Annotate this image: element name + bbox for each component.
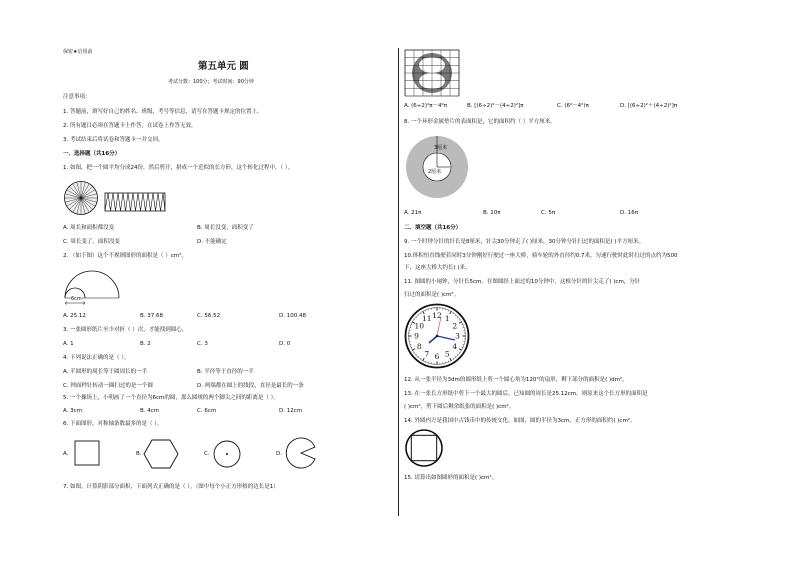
question-text: 4. 下列说法正确的是（ ）。 [63,355,130,361]
clock-number: 6 [434,352,440,362]
question-text: 14. 外圆内方是我国中古钱币中的传统文化。如图，圆的半径为3cm，正方形的面积约( )cm²。 [404,418,636,424]
option-b[interactable]: B. 半径等于直径的一半 [197,369,254,375]
note-item: 3. 考试结束后将试卷和答题卡一并交回。 [63,137,164,143]
question-text: 9. 一个时钟分针的针长是8厘米，针尖30分钟走了( )厘米，30分钟分针扫过的面积是( )平方厘米。 [404,239,645,245]
notes-heading: 注意事项： [63,94,91,100]
question-text: 下，这座大桥大约长( )米。 [404,265,471,271]
clock-number: 12 [432,311,442,321]
circle-sectors-figure [63,180,99,216]
option-c[interactable]: C. 6cm [197,408,217,414]
clock-number: 7 [424,349,430,359]
question-text: 1. 如图，把一个圆平均分成24份，然后剪开，拼成一个近似的长方形，这个转化过程中，（ ）。 [63,165,294,171]
inner-radius-label: 2厘米 [428,169,442,175]
question-text: 15. 请算出如图圆形的面积是( )cm²。 [404,475,498,481]
zigzag-rectangle-figure [104,192,166,212]
option-a[interactable]: A. 1 [63,341,74,347]
option-b[interactable]: B. 4cm [140,408,160,414]
clock-figure [404,303,470,369]
clock-number: 3 [455,331,460,341]
option-b[interactable]: B. 2 [140,341,151,347]
option-b[interactable]: B. [(6÷2)²－(4÷2)²]π [467,103,524,109]
clock-number: 5 [444,349,450,359]
square-shape[interactable] [73,439,101,467]
option-b[interactable]: B. 周长没变，面积变了 [197,225,254,231]
question-text: 7. 如图，计算阴影部分面积，下面列式正确的是（ ）。（图中每个小正方形格的边长是1） [63,484,279,490]
option-c[interactable]: C. 3 [197,341,208,347]
circle-square-figure [404,428,444,468]
clock-number: 1 [444,313,450,323]
grid-ring-figure [404,49,460,97]
secret-mark: 保密★启用前 [63,49,93,55]
ring-washer-figure [404,134,470,200]
option-c[interactable]: C. [204,451,210,457]
note-item: 2. 所有题目必须在答题卡上作答，在试卷上作答无效。 [63,123,197,129]
dimension-label: 6cm [71,296,82,302]
option-c[interactable]: C. 56.52 [197,313,221,319]
option-c[interactable]: C. 5π [541,210,556,216]
question-text: 8. 一个环形金属垫片的表面积是，它的面积约（ ）平方厘米。 [404,119,556,125]
option-a[interactable]: A. 3cm [63,408,83,414]
note-item: 1. 答题前，填写好自己的姓名、班级、考号等信息，请写在答题卡规定的位置上。 [63,109,263,115]
option-b[interactable]: B. [136,451,142,457]
option-d[interactable]: D. 0 [279,341,291,347]
option-d[interactable]: D. 16π [620,210,639,216]
exam-info: 考试分数：100分；考试时间：90分钟 [168,79,254,85]
option-a[interactable]: A. 周长和面积都没变 [63,225,115,231]
question-text: 3. 一张圆形纸片至少对折（ ）次，才能找到圆心。 [63,327,188,333]
clock-number: 11 [421,313,432,323]
outer-radius-label: 3厘米 [434,145,448,151]
page-title: 第五单元 圆 [198,61,249,72]
option-c[interactable]: C. (6²－4²)π [557,103,589,109]
section-heading: 二、填空题（共16分） [404,225,462,231]
question-text: 5. 一个操场上，小明画了一个直径为6cm的圆，那么圆规的两个脚尖之间的距离是（ ）。 [63,395,279,401]
clock-number: 2 [452,321,458,331]
option-d[interactable]: D. [(6÷2)²＋(4÷2)²]π [620,103,678,109]
option-d[interactable]: D. 两端都在圆上的线段，直径是最长的一条 [197,383,304,389]
hexagon-shape[interactable] [143,438,179,470]
option-a[interactable]: A. 25.12 [63,313,86,319]
question-text: 6. 下面图形，对称轴条数最多的是（ ）。 [63,421,163,427]
clock-number: 8 [416,341,422,351]
option-d[interactable]: D. 不能确定 [197,239,227,245]
question-text: 11. 图圆的小闹钟，分针长5cm。在图圆经上面过的10分钟中，这根分针的针尖走了( )cm，分针 [404,279,641,285]
option-c[interactable]: C. 周长变了，面积没变 [63,239,120,245]
option-a[interactable]: A. [63,451,69,457]
semicircle-figure [63,263,127,309]
clock-number: 4 [452,341,458,351]
option-b[interactable]: B. 37.68 [140,313,164,319]
question-text: 13. 在一张长方形纸中剪下一个最大的圆后，已知圆的周长是25.12cm，则原来这个长方形的面积是 [404,391,648,397]
option-d[interactable]: D. 100.48 [279,313,306,319]
clock-number: 9 [414,331,419,341]
section-heading: 一、选择题（共16分） [63,151,121,157]
option-a[interactable]: A. 21π [404,210,422,216]
circle-with-center-shape[interactable] [212,439,242,469]
question-text: 10.体积恒直线驶若同时3分钟刚好行驶过一座大桥，骑车轮的外直径约0.7米，匀速行驶时此时扫过的点约为500 [404,253,678,259]
question-text: ( )cm²，剪下圆后剩余纸张的面积是( )cm²。 [404,404,515,410]
option-a[interactable]: A. (6÷2)²π－4²π [404,103,448,109]
option-d[interactable]: D. [276,451,282,457]
option-b[interactable]: B. 10π [483,210,501,216]
question-text: 扫过的面积是( )cm²。 [404,292,460,298]
column-divider [398,48,399,516]
clock-number: 10 [414,321,425,331]
option-a[interactable]: A. 半圆形的周长等于圆周长的一半 [63,369,148,375]
circle-sector-cut-shape[interactable] [284,436,318,470]
option-d[interactable]: D. 12cm [279,408,303,414]
question-text: 12. 从一张半径为3dm的圆形纸上剪一个圆心角为120°的扇形，剩下部分的面积是( )dm²。 [404,377,628,383]
option-c[interactable]: C. 钟面秒针转动一圈扫过的是一个圆 [63,383,153,389]
question-text: 2. （如下图）这个不规则图形的面积是（ ）cm²。 [63,253,187,259]
